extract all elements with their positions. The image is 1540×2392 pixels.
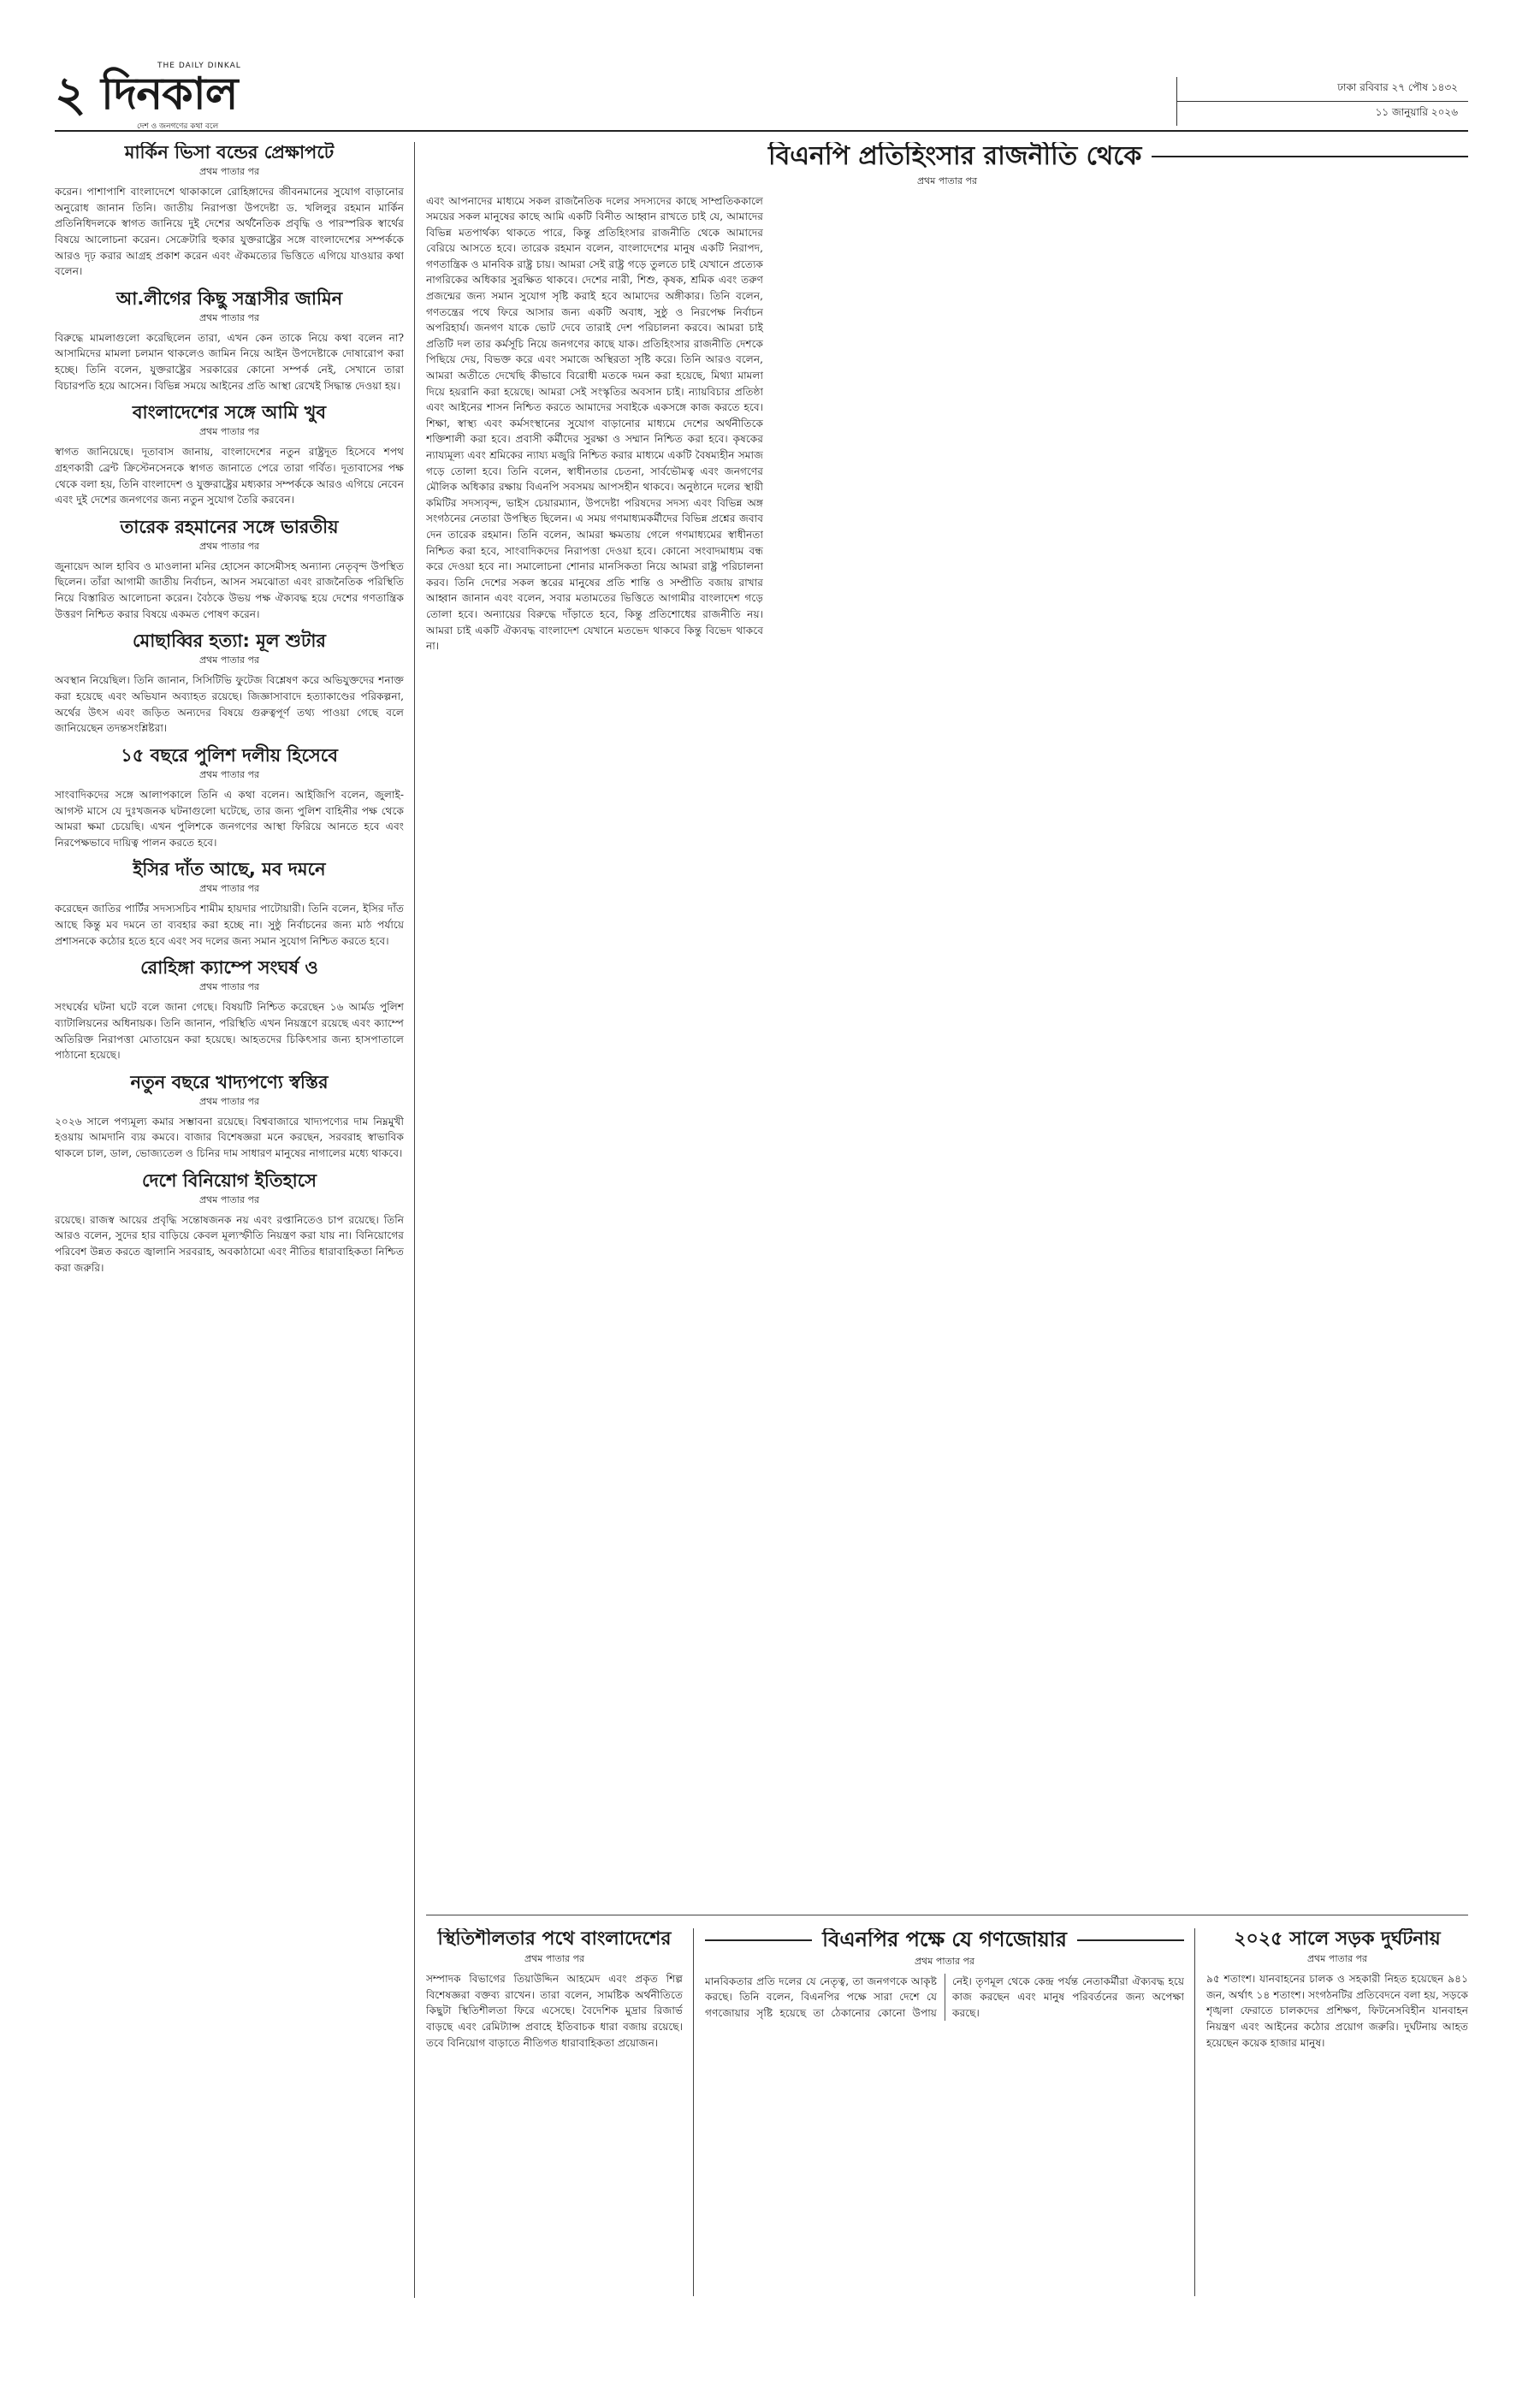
jump-label: প্রথম পাতার পর [198, 768, 260, 780]
bottom-story-2 [705, 1928, 1184, 2296]
story-headline: দেশে বিনিয়োগ ইতিহাসে [141, 1169, 317, 1191]
jump-label: প্রথম পাতার পর [198, 426, 260, 438]
story-body: করেন। পাশাপাশি বাংলাদেশে থাকাকালে রোহিঙ্গাদের জীবনমানের সুযোগ বাড়ানোর অনুরোধ জানান তিনি। জাতীয় নিরাপত্তা উপদেষ্টা ড. খলিলুর রহমান মার্কিন প্রতিনিধিদলকে স্বাগত জানিয়ে দুই দেশের অর্থনৈতিক প্রবৃদ্ধি ও পারস্পরিক স্বার্থের বিষয়ে আলোচনা করেন। সেক্রেটারি হুকার যুক্তরাষ্ট্রের সঙ্গে বাংলাদেশের সম্পর্ককে আরও দৃঢ় করার আগ্রহ প্রকাশ করেন এবং ঐকমত্যের ভিত্তিতে এগিয়ে যাওয়ার কথা বলেন। [55, 186, 404, 278]
jump-label: প্রথম পাতার পর [198, 883, 260, 895]
bottom-headline-2: বিএনপির পক্ষে যে গণজোয়ার [822, 1928, 1067, 1951]
column-divider [414, 142, 415, 2298]
jump-label: প্রথম পাতার পর [198, 981, 260, 993]
lead-body-columns [426, 193, 1468, 1892]
story-headline: ১৫ বছরে পুলিশ দলীয় হিসেবে [121, 744, 338, 766]
newspaper-page [55, 62, 1468, 2356]
left-column [55, 142, 404, 2298]
jump-label: প্রথম পাতার পর [198, 540, 260, 552]
jump-label: প্রথম পাতার পর [914, 1955, 975, 1967]
left-story [55, 142, 404, 280]
date-english: ১১ জানুয়ারি ২০২৬ [1177, 101, 1468, 126]
bottom-banner-2 [705, 1928, 1184, 1952]
bottom-body-3: ৯৫ শতাংশ। যানবাহনের চালক ও সহকারী নিহত হয়েছেন ৯৪১ জন, অর্থাৎ ১৪ শতাংশ। সংগঠনটির প্রতিবেদনে বলা হয়, সড়কে শৃঙ্খলা ফেরাতে চালকদের প্রশিক্ষণ, ফিটনেসবিহীন যানবাহন নিয়ন্ত্রণ এবং আইনের কঠোর প্রয়োগ জরুরি। দুর্ঘটনায় আহত হয়েছেন কয়েক হাজার মানুষ। [1206, 1973, 1468, 2049]
left-story [55, 1072, 404, 1162]
jump-label: প্রথম পাতার পর [198, 166, 260, 178]
story-body: স্বাগত জানিয়েছে। দূতাবাস জানায়, বাংলাদেশের নতুন রাষ্ট্রদূত হিসেবে শপথ গ্রহণকারী ব্রেন্ট ক্রিস্টেনসেনকে স্বাগত জানাতে পেরে তারা গর্বিত। দূতাবাসের পক্ষ থেকে বলা হয়, তিনি বাংলাদেশ ও যুক্তরাষ্ট্রের মধ্যকার সম্পর্ককে আরও এগিয়ে নেবেন এবং দুই দেশের জনগণের জন্য নতুন সুযোগ তৈরি করবেন। [55, 446, 404, 506]
tagline: দেশ ও জনগণের কথা বলে [137, 122, 219, 131]
bottom-body-2: মানবিকতার প্রতি দলের যে নেতৃত্ব, তা জনগণকে আকৃষ্ট করছে। তিনি বলেন, বিএনপির পক্ষে সারা দেশে যে গণজোয়ার সৃষ্টি হয়েছে তা ঠেকানোর কোনো উপায় নেই। তৃণমূল থেকে কেন্দ্র পর্যন্ত নেতাকর্মীরা ঐক্যবদ্ধ হয়ে কাজ করছেন এবং মানুষ পরিবর্তনের জন্য অপেক্ষা করছে। [705, 1975, 1184, 2019]
headline-rule [1077, 1939, 1184, 1941]
story-body: ২০২৬ সালে পণ্যমূল্য কমার সম্ভাবনা রয়েছে। বিশ্ববাজারে খাদ্যপণ্যের দাম নিম্নমুখী হওয়ায় আমদানি ব্যয় কমবে। বাজার বিশেষজ্ঞরা মনে করছেন, সরবরাহ স্বাভাবিক থাকলে চাল, ডাল, ভোজ্যতেল ও চিনির দাম সাধারণ মানুষের নাগালের মধ্যে থাকবে। [55, 1115, 404, 1160]
lead-banner [768, 142, 1468, 172]
story-body: অবস্থান নিয়েছিল। তিনি জানান, সিসিটিভি ফুটেজ বিশ্লেষণ করে অভিযুক্তদের শনাক্ত করা হয়েছে এবং অভিযান অব্যাহত রয়েছে। জিজ্ঞাসাবাদে হত্যাকাণ্ডের পরিকল্পনা, অর্থের উৎস এবং জড়িত অন্যদের বিষয়ে গুরুত্বপূর্ণ তথ্য পাওয়া গেছে বলে জানিয়েছেন তদন্তসংশ্লিষ্টরা। [55, 674, 404, 735]
left-story [55, 517, 404, 623]
story-headline: মার্কিন ভিসা বন্ডের প্রেক্ষাপটে [124, 142, 335, 163]
jump-label: প্রথম পাতার পর [916, 175, 978, 187]
story-body: করেছেন জাতির পার্টির সদস্যসচিব শামীম হায়দার পাটোয়ারী। তিনি বলেন, ইসির দাঁত আছে কিন্তু মব দমনে তা ব্যবহার করা হচ্ছে না। সুষ্ঠু নির্বাচনের জন্য মাঠ পর্যায়ে প্রশাসনকে কঠোর হতে হবে এবং সব দলের জন্য সমান সুযোগ নিশ্চিত করতে হবে। [55, 903, 404, 947]
bottom-body-1: সম্পাদক বিভাগের তিয়াউদ্দিন আহমেদ এবং প্রকৃত শিল্প বিশেষজ্ঞরা বক্তব্য রাখেন। তারা বলেন, সামষ্টিক অর্থনীতিতে কিছুটা স্থিতিশীলতা ফিরে এসেছে। বৈদেশিক মুদ্রার রিজার্ভ বাড়ছে এবং রেমিট্যান্স প্রবাহে ইতিবাচক ধারা বজায় রয়েছে। তবে বিনিয়োগ বাড়াতে নীতিগত ধারাবাহিকতা প্রয়োজন। [426, 1973, 683, 2049]
column-divider [693, 1928, 694, 2296]
left-story [55, 288, 404, 394]
left-story [55, 631, 404, 737]
left-story [55, 1170, 404, 1276]
date-box [1176, 77, 1468, 126]
bottom-headline-1: স্থিতিশীলতার পথে বাংলাদেশের [437, 1928, 672, 1950]
story-headline: তারেক রহমানের সঙ্গে ভারতীয় [120, 516, 339, 537]
column-divider [1194, 1928, 1195, 2296]
story-body: রয়েছে। রাজস্ব আয়ের প্রবৃদ্ধি সন্তোষজনক নয় এবং রপ্তানিতেও চাপ রয়েছে। তিনি আরও বলেন, সুদের হার বাড়িয়ে কেবল মূল্যস্ফীতি নিয়ন্ত্রণ করা যায় না। বিনিয়োগের পরিবেশ উন্নত করতে জ্বালানি সরবরাহ, অবকাঠামো এবং নীতির ধারাবাহিকতা নিশ্চিত করা জরুরি। [55, 1213, 404, 1274]
story-body: সাংবাদিকদের সঙ্গে আলাপকালে তিনি এ কথা বলেন। আইজিপি বলেন, জুলাই-আগস্ট মাসে যে দুঃখজনক ঘটনাগুলো ঘটেছে, তার জন্য পুলিশ বাহিনীর পক্ষ থেকে আমরা ক্ষমা চেয়েছি। এখন পুলিশকে জনগণের আস্থা ফিরিয়ে আনতে হবে এবং নিরপেক্ষভাবে দায়িত্ব পালন করতে হবে। [55, 788, 404, 849]
bottom-story-1 [426, 1928, 683, 2296]
story-headline: বাংলাদেশের সঙ্গে আমি খুব [132, 402, 327, 423]
left-story [55, 745, 404, 851]
left-story [55, 402, 404, 508]
story-body: জুনায়েদ আল হাবিব ও মাওলানা মনির হোসেন কাসেমীসহ অন্যান্য নেতৃবৃন্দ উপস্থিত ছিলেন। তাঁরা আগামী জাতীয় নির্বাচন, আসন সমঝোতা এবং রাজনৈতিক পরিস্থিতি নিয়ে বিস্তারিত আলোচনা করেন। বৈঠকে উভয় পক্ষ ঐক্যবদ্ধ হয়ে দেশের গণতান্ত্রিক উত্তরণ নিশ্চিত করার বিষয়ে একমত পোষণ করেন। [55, 560, 404, 620]
bottom-story-3 [1206, 1928, 1468, 2296]
jump-label: প্রথম পাতার পর [198, 654, 260, 666]
lead-body: এবং আপনাদের মাধ্যমে সকল রাজনৈতিক দলের সদস্যদের কাছে সাম্প্রতিককালে সময়ের সকল মানুষের কাছে আমি একটি বিনীত আহ্বান রাখতে চাই যে, আমাদের বিভিন্ন মতপার্থক্য থাকতে পারে, কিন্তু প্রতিহিংসার রাজনীতি থেকে আমাদের বেরিয়ে আসতে হবে। তারেক রহমান বলেন, বাংলাদেশের মানুষ একটি নিরাপদ, গণতান্ত্রিক ও মানবিক রাষ্ট্র চায়। আমরা সেই রাষ্ট্র গড়ে তুলতে চাই যেখানে প্রত্যেক নাগরিকের অধিকার সুরক্ষিত থাকবে। দেশের নারী, শিশু, কৃষক, শ্রমিক এবং তরুণ প্রজন্মের জন্য সমান সুযোগ সৃষ্টি করাই হবে আমাদের অঙ্গীকার। তিনি বলেন, গণতন্ত্রের পথে ফিরে আসার জন্য একটি অবাধ, সুষ্ঠু ও নিরপেক্ষ নির্বাচন অপরিহার্য। জনগণ যাকে ভোট দেবে তারাই দেশ পরিচালনা করবে। আমরা চাই প্রতিটি দল তার কর্মসূচি নিয়ে জনগণের কাছে যাক। প্রতিহিংসার রাজনীতি দেশকে পিছিয়ে দেয়, বিভক্ত করে এবং সমাজে অস্থিরতা সৃষ্টি করে। তিনি আরও বলেন, আমরা অতীতে দেখেছি কীভাবে বিরোধী মতকে দমন করা হয়েছে, মিথ্যা মামলা দিয়ে হয়রানি করা হয়েছে। আমরা সেই সংস্কৃতির অবসান চাই। ন্যায়বিচার প্রতিষ্ঠা এবং আইনের শাসন নিশ্চিত করতে আমাদের সবাইকে একসঙ্গে কাজ করতে হবে। শিক্ষা, স্বাস্থ্য এবং কর্মসংস্থানের সুযোগ বাড়ানোর মাধ্যমে দেশের অর্থনীতিকে শক্তিশালী করা হবে। প্রবাসী কর্মীদের সুরক্ষা ও সম্মান নিশ্চিত করা হবে। কৃষকের ন্যায্যমূল্য এবং শ্রমিকের ন্যায্য মজুরি নিশ্চিত করার মাধ্যমে একটি বৈষম্যহীন সমাজ গড়ে তোলা হবে। তিনি বলেন, স্বাধীনতার চেতনা, সার্বভৌমত্ব এবং জনগণের মৌলিক অধিকার রক্ষায় বিএনপি সবসময় আপসহীন থাকবে। অনুষ্ঠানে দলের স্থায়ী কমিটির সদস্যবৃন্দ, ভাইস চেয়ারম্যান, উপদেষ্টা পরিষদের সদস্য এবং বিভিন্ন অঙ্গ সংগঠনের নেতারা উপস্থিত ছিলেন। এ সময় গণমাধ্যমকর্মীদের বিভিন্ন প্রশ্নের জবাব দেন তারেক রহমান। তিনি বলেন, আমরা ক্ষমতায় গেলে গণমাধ্যমের স্বাধীনতা নিশ্চিত করা হবে, সাংবাদিকদের নিরাপত্তা দেওয়া হবে। কোনো সংবাদমাধ্যম বন্ধ করে দেওয়া হবে না। সমালোচনা শোনার মানসিকতা নিয়ে আমরা রাষ্ট্র পরিচালনা করব। তিনি দেশের সকল স্তরের মানুষের প্রতি শান্তি ও সম্প্রীতি বজায় রাখার আহ্বান জানান এবং বলেন, সবার মতামতের ভিত্তিতে আগামীর বাংলাদেশ গড়ে তোলা হবে। অন্যায়ের বিরুদ্ধে দাঁড়াতে হবে, কিন্তু প্রতিশোধের রাজনীতি নয়। আমরা চাই একটি ঐক্যবদ্ধ বাংলাদেশ যেখানে মতভেদ থাকবে কিন্তু বিভেদ থাকবে না। [426, 194, 763, 653]
jump-label: প্রথম পাতার পর [524, 1953, 585, 1965]
story-headline: ইসির দাঁত আছে, মব দমনে [133, 859, 326, 880]
story-body: সংঘর্ষের ঘটনা ঘটে বলে জানা গেছে। বিষয়টি নিশ্চিত করেছেন ১৬ আর্মড পুলিশ ব্যাটালিয়নের অধিনায়ক। তিনি জানান, পরিস্থিতি এখন নিয়ন্ত্রণে রয়েছে এবং ক্যাম্পে অতিরিক্ত নিরাপত্তা মোতায়েন করা হয়েছে। আহতদের চিকিৎসার জন্য হাসপাতালে পাঠানো হয়েছে। [55, 1001, 404, 1062]
jump-label: প্রথম পাতার পর [198, 1193, 260, 1205]
brand-english: THE DAILY DINKAL [157, 62, 241, 70]
newspaper-logo: দিনকাল [101, 68, 238, 120]
masthead [55, 62, 1468, 132]
story-headline: আ.লীগের কিছু সন্ত্রাসীর জামিন [116, 287, 343, 309]
story-body: বিরুদ্ধে মামলাগুলো করেছিলেন তারা, এখন কেন তাকে নিয়ে কথা বলেন না? আসামিদের মামলা চলমান থাকলেও জামিন নিয়ে আইন উপদেষ্টাকে দোষারোপ করা হচ্ছে। তিনি বলেন, যুক্তরাষ্ট্রের সরকারের কোনো সম্পর্ক নেই, সেখানে তারা বিচারপতি হয়ে আসেন। বিভিন্ন সময়ে আইনের প্রতি আস্থা রেখেই সিদ্ধান্ত দেওয়া হয়। [55, 331, 404, 392]
headline-rule [705, 1939, 812, 1941]
headline-rule [1152, 156, 1468, 157]
story-headline: রোহিঙ্গা ক্যাম্পে সংঘর্ষ ও [140, 957, 318, 979]
date-bangla: ঢাকা রবিবার ২৭ পৌষ ১৪৩২ [1337, 81, 1458, 93]
bottom-body-columns-2 [705, 1974, 1184, 2022]
left-story [55, 957, 404, 1063]
lead-story [426, 142, 1468, 1904]
page-number: ২ [55, 66, 86, 122]
jump-label: প্রথম পাতার পর [1306, 1953, 1368, 1965]
jump-label: প্রথম পাতার পর [198, 1095, 260, 1107]
left-story [55, 859, 404, 949]
bottom-headline-3: ২০২৫ সালে সড়ক দুর্ঘটনায় [1234, 1928, 1441, 1950]
lead-headline: বিএনপি প্রতিহিংসার রাজনীতি থেকে [768, 142, 1142, 171]
story-headline: নতুন বছরে খাদ্যপণ্যে স্বস্তির [130, 1071, 329, 1092]
jump-label: প্রথম পাতার পর [198, 311, 260, 323]
story-headline: মোছাব্বির হত্যা: মূল শুটার [133, 631, 326, 652]
